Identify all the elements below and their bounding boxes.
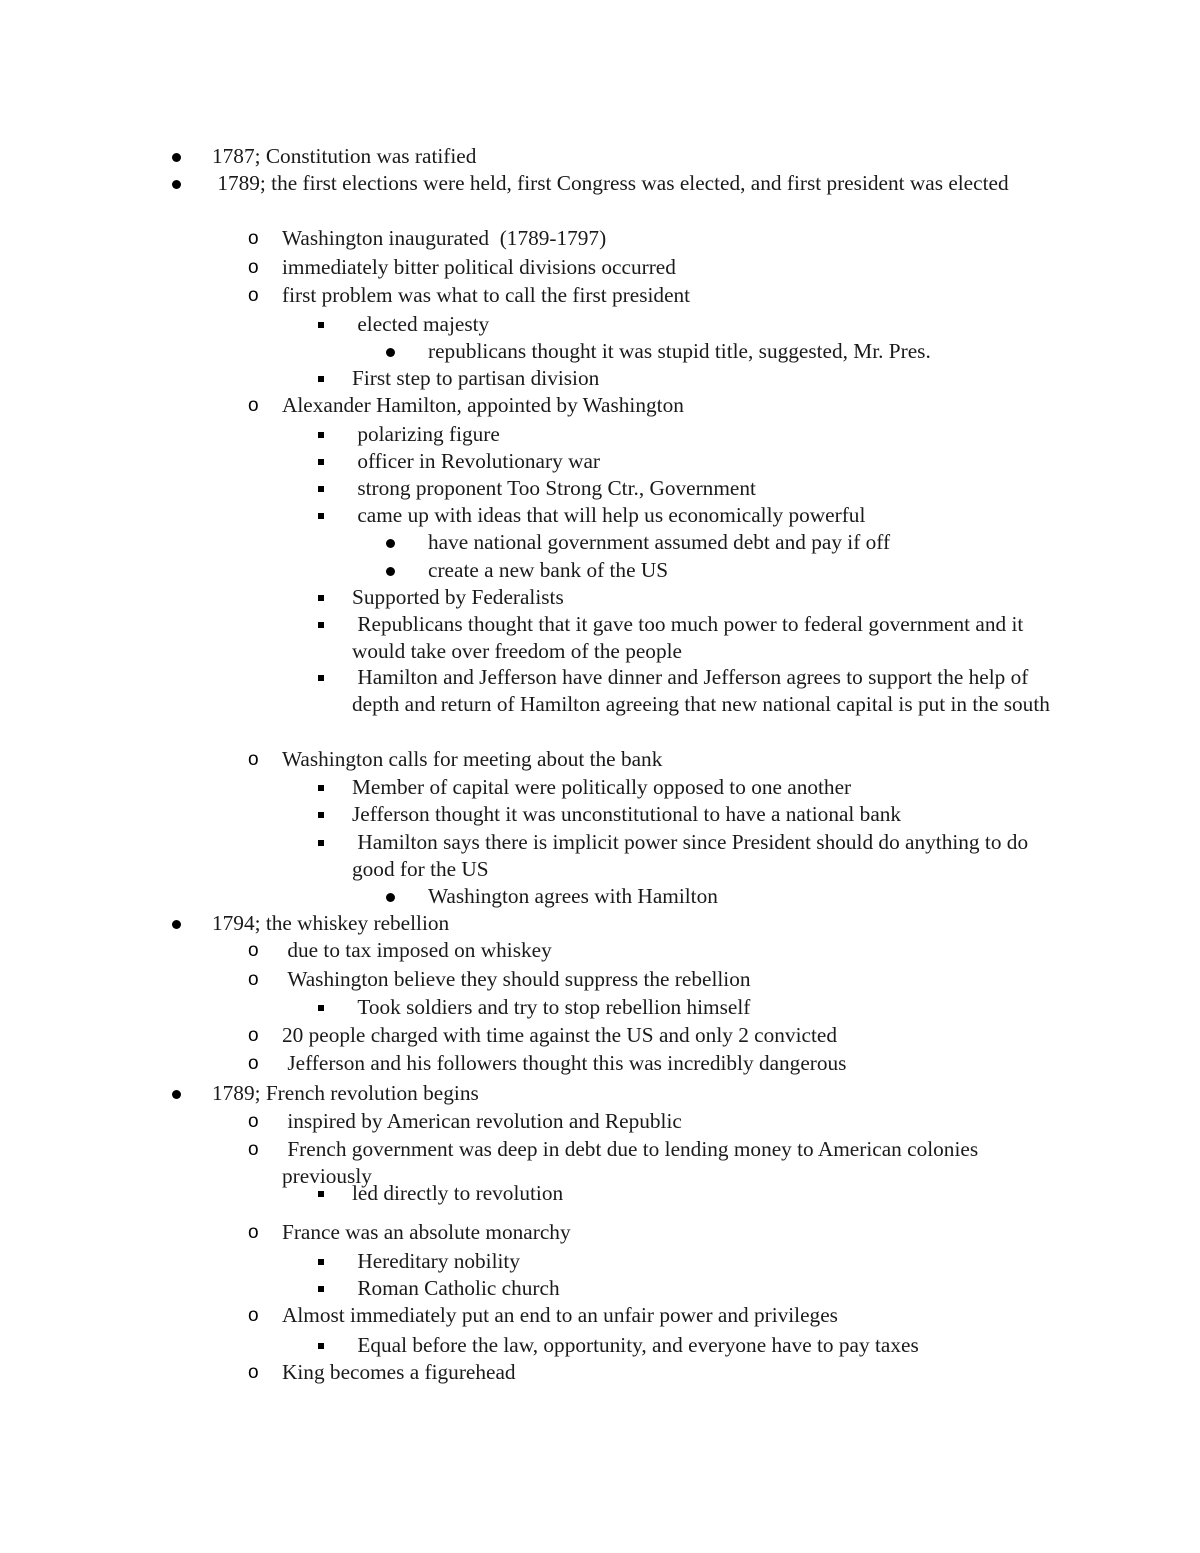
list-item bbox=[352, 421, 1060, 448]
list-item bbox=[248, 392, 1060, 419]
list-item bbox=[352, 994, 1060, 1021]
list-item-text: French government was deep in debt due to lending money to American colonies previously bbox=[282, 1137, 984, 1188]
list-item bbox=[248, 1108, 1060, 1135]
list-item-text: inspired by American revolution and Republic bbox=[282, 1109, 682, 1133]
list-item bbox=[248, 225, 1060, 252]
list-item bbox=[352, 311, 1060, 338]
list-item-text: immediately bitter political divisions occurred bbox=[282, 255, 676, 279]
circle-bullet-icon: o bbox=[248, 1362, 259, 1383]
list-item bbox=[212, 1080, 1060, 1107]
list-item bbox=[352, 1180, 1060, 1207]
circle-bullet-icon: o bbox=[248, 940, 259, 961]
list-item-text: due to tax imposed on whiskey bbox=[282, 938, 552, 962]
disc-bullet-icon bbox=[386, 539, 395, 548]
list-item bbox=[428, 557, 1060, 584]
list-item-text: officer in Revolutionary war bbox=[352, 449, 600, 473]
list-item-text: Hereditary nobility bbox=[352, 1249, 520, 1273]
list-item-text: Supported by Federalists bbox=[352, 585, 564, 609]
list-item-text: polarizing figure bbox=[352, 422, 500, 446]
disc-bullet-icon bbox=[172, 180, 181, 189]
list-item-text: Washington calls for meeting about the bank bbox=[282, 747, 663, 771]
list-item bbox=[352, 365, 1060, 392]
list-item bbox=[428, 338, 1060, 365]
list-item-text: 1794; the whiskey rebellion bbox=[212, 911, 450, 935]
circle-bullet-icon: o bbox=[248, 257, 259, 278]
list-item-text: Hamilton and Jefferson have dinner and Jefferson agrees to support the help of depth and return of Hamilton agreeing that new national capital is put in the south bbox=[352, 665, 1050, 716]
list-item bbox=[352, 584, 1060, 611]
list-item bbox=[248, 1050, 1060, 1077]
list-item bbox=[248, 1302, 1060, 1329]
square-bullet-icon bbox=[318, 1005, 324, 1011]
circle-bullet-icon: o bbox=[248, 969, 259, 990]
square-bullet-icon bbox=[318, 513, 324, 519]
square-bullet-icon bbox=[318, 432, 324, 438]
list-item bbox=[352, 1248, 1060, 1275]
list-item-text: Roman Catholic church bbox=[352, 1276, 560, 1300]
list-item-text: Took soldiers and try to stop rebellion himself bbox=[352, 995, 751, 1019]
list-item bbox=[352, 611, 1060, 665]
list-item-text: Washington agrees with Hamilton bbox=[428, 884, 718, 908]
square-bullet-icon bbox=[318, 595, 324, 601]
list-item-text: Jefferson thought it was unconstitutional to have a national bank bbox=[352, 802, 902, 826]
disc-bullet-icon bbox=[172, 1090, 181, 1099]
circle-bullet-icon: o bbox=[248, 1139, 259, 1160]
list-item-text: strong proponent Too Strong Ctr., Government bbox=[352, 476, 756, 500]
list-item-text: Republicans thought that it gave too much power to federal government and it would take over freedom of the people bbox=[352, 612, 1029, 663]
list-item bbox=[352, 664, 1060, 718]
list-item-text: King becomes a figurehead bbox=[282, 1360, 516, 1384]
list-item-text: First step to partisan division bbox=[352, 366, 600, 390]
list-item-text: led directly to revolution bbox=[352, 1181, 564, 1205]
list-item bbox=[248, 254, 1060, 281]
list-item bbox=[212, 143, 1060, 170]
list-item-text: France was an absolute monarchy bbox=[282, 1220, 571, 1244]
list-item bbox=[248, 1359, 1060, 1386]
list-item-text: 1789; French revolution begins bbox=[212, 1081, 479, 1105]
list-item bbox=[248, 746, 1060, 773]
circle-bullet-icon: o bbox=[248, 1111, 259, 1132]
square-bullet-icon bbox=[318, 812, 324, 818]
list-item bbox=[248, 937, 1060, 964]
list-item-text: elected majesty bbox=[352, 312, 490, 336]
list-item-text: 1789; the first elections were held, first Congress was elected, and first president was elected bbox=[212, 171, 1009, 195]
square-bullet-icon bbox=[318, 486, 324, 492]
list-item-text: Almost immediately put an end to an unfair power and privileges bbox=[282, 1303, 838, 1327]
square-bullet-icon bbox=[318, 675, 324, 681]
circle-bullet-icon: o bbox=[248, 1305, 259, 1326]
list-item-text: 1787; Constitution was ratified bbox=[212, 144, 477, 168]
square-bullet-icon bbox=[318, 459, 324, 465]
circle-bullet-icon: o bbox=[248, 1025, 259, 1046]
list-item-text: Alexander Hamilton, appointed by Washington bbox=[282, 393, 684, 417]
list-item-text: have national government assumed debt and pay if off bbox=[428, 530, 891, 554]
list-item-text: Equal before the law, opportunity, and everyone have to pay taxes bbox=[352, 1333, 919, 1357]
list-item bbox=[212, 170, 1060, 197]
disc-bullet-icon bbox=[386, 893, 395, 902]
square-bullet-icon bbox=[318, 1343, 324, 1349]
list-item bbox=[352, 448, 1060, 475]
list-item bbox=[212, 910, 1060, 937]
list-item-text: Washington believe they should suppress the rebellion bbox=[282, 967, 751, 991]
list-item bbox=[248, 282, 1060, 309]
circle-bullet-icon: o bbox=[248, 285, 259, 306]
square-bullet-icon bbox=[318, 376, 324, 382]
circle-bullet-icon: o bbox=[248, 1053, 259, 1074]
list-item bbox=[248, 1022, 1060, 1049]
list-item-text: Member of capital were politically opposed to one another bbox=[352, 775, 852, 799]
list-item bbox=[352, 1332, 1060, 1359]
list-item bbox=[248, 1219, 1060, 1246]
circle-bullet-icon: o bbox=[248, 749, 259, 770]
list-item bbox=[428, 529, 1060, 556]
square-bullet-icon bbox=[318, 1286, 324, 1292]
list-item-text: create a new bank of the US bbox=[428, 558, 669, 582]
list-item bbox=[352, 801, 1060, 828]
list-item-text: came up with ideas that will help us economically powerful bbox=[352, 503, 866, 527]
list-item bbox=[352, 829, 1060, 883]
list-item-text: Jefferson and his followers thought this was incredibly dangerous bbox=[282, 1051, 847, 1075]
list-item bbox=[428, 883, 1060, 910]
square-bullet-icon bbox=[318, 785, 324, 791]
list-item-text: Hamilton says there is implicit power since President should do anything to do good for the US bbox=[352, 830, 1034, 881]
disc-bullet-icon bbox=[172, 920, 181, 929]
square-bullet-icon bbox=[318, 1191, 324, 1197]
list-item-text: 20 people charged with time against the US and only 2 convicted bbox=[282, 1023, 837, 1047]
circle-bullet-icon: o bbox=[248, 395, 259, 416]
circle-bullet-icon: o bbox=[248, 1222, 259, 1243]
list-item bbox=[352, 774, 1060, 801]
list-item bbox=[248, 966, 1060, 993]
square-bullet-icon bbox=[318, 322, 324, 328]
disc-bullet-icon bbox=[386, 567, 395, 576]
square-bullet-icon bbox=[318, 622, 324, 628]
list-item bbox=[352, 475, 1060, 502]
square-bullet-icon bbox=[318, 840, 324, 846]
list-item-text: republicans thought it was stupid title, suggested, Mr. Pres. bbox=[428, 339, 931, 363]
square-bullet-icon bbox=[318, 1259, 324, 1265]
disc-bullet-icon bbox=[172, 153, 181, 162]
list-item bbox=[352, 502, 1060, 529]
list-item-text: Washington inaugurated (1789-1797) bbox=[282, 226, 607, 250]
circle-bullet-icon: o bbox=[248, 228, 259, 249]
list-item-text: first problem was what to call the first president bbox=[282, 283, 691, 307]
disc-bullet-icon bbox=[386, 348, 395, 357]
list-item bbox=[352, 1275, 1060, 1302]
